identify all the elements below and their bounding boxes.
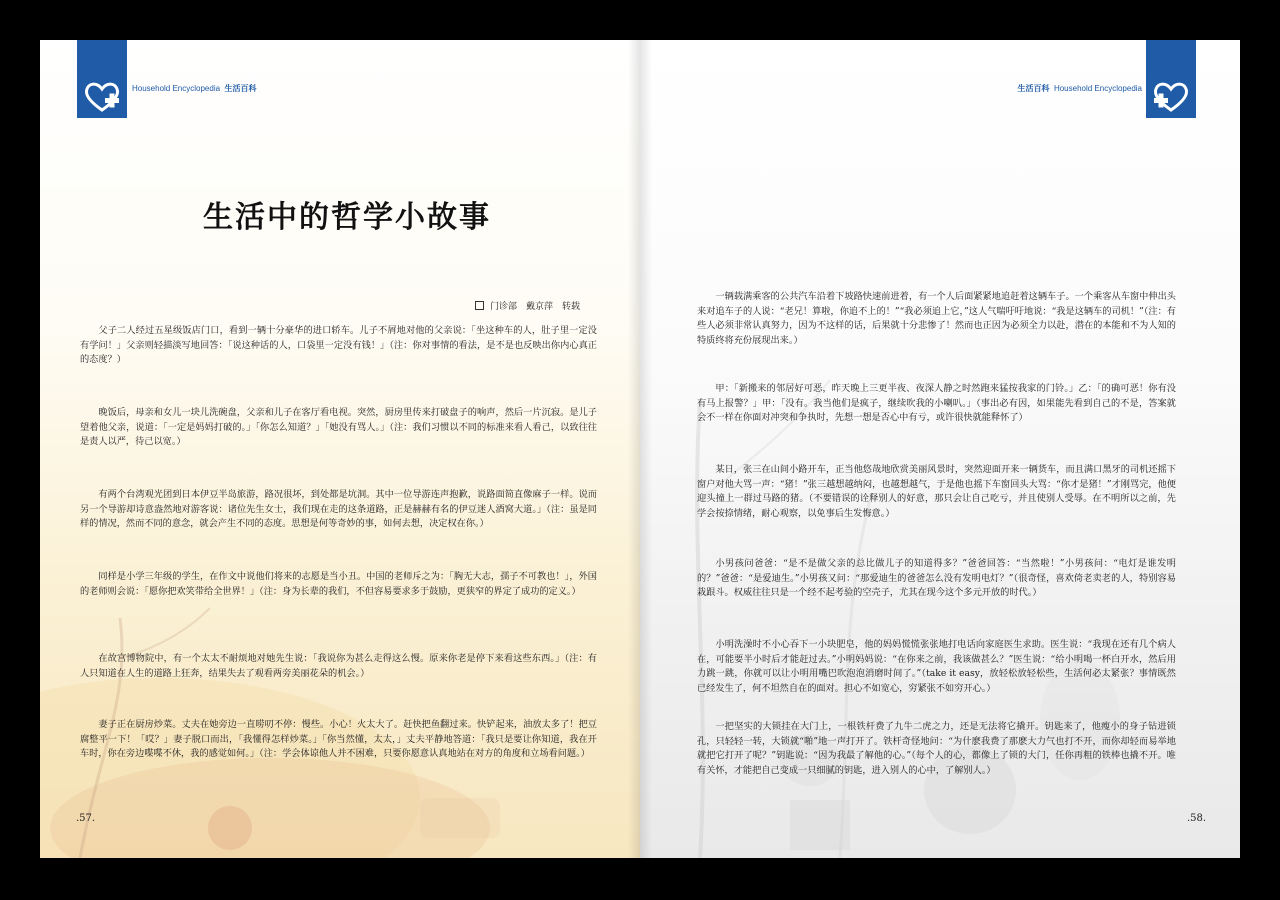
header-en: Household Encyclopedia bbox=[1053, 84, 1142, 93]
story-paragraph: 妻子正在厨房炒菜。丈夫在她旁边一直唠叨不停：慢些。小心！火太大了。赶快把鱼翻过来。快铲起来，油放太多了！把豆腐整平一下！「哎？」妻子脱口而出，「我懂得怎样炒菜。」「你当然懂，太太，」丈夫平静地答道：「我只是要让你知道，我在开车时，你在旁边喋喋不休，我的感觉如何。」（注：学会体谅他人并不困难，只要你愿意认真地站在对方的角度和立场看问题。） bbox=[80, 719, 597, 759]
heart-cross-icon bbox=[1152, 80, 1190, 114]
right-page bbox=[640, 40, 1240, 858]
header-en: Household Encyclopedia bbox=[132, 84, 221, 93]
running-header-left bbox=[132, 83, 257, 94]
story-paragraph: 父子二人经过五星级饭店门口，看到一辆十分豪华的进口轿车。儿子不屑地对他的父亲说：「坐这种车的人，肚子里一定没有学问！」父亲则轻描淡写地回答：「说这种话的人，口袋里一定没有钱！」（注：你对事情的看法，是不是也反映出你内心真正的态度？） bbox=[80, 325, 597, 365]
running-header-right bbox=[1017, 83, 1142, 94]
book-spine-shadow bbox=[628, 40, 652, 858]
page-number-left: .57. bbox=[76, 813, 96, 824]
story-paragraph: 同样是小学三年级的学生，在作文中说他们将来的志愿是当小丑。中国的老师斥之为：「胸无大志，孺子不可教也！」，外国的老师则会说：「愿你把欢笑带给全世界！」（注：身为长辈的我们，不但容易要求多于鼓励，更狭窄的界定了成功的定义。） bbox=[80, 571, 597, 597]
square-bullet-icon bbox=[475, 301, 484, 310]
page-number-right: .58. bbox=[1187, 813, 1207, 824]
article-title: 生活中的哲学小故事 bbox=[203, 200, 491, 235]
story-paragraph: 某日，张三在山间小路开车，正当他悠哉地欣赏美丽风景时，突然迎面开来一辆货车，而且满口黑牙的司机还摇下窗户对他大骂一声：“猪！”张三越想越纳闷，也越想越气，于是他也摇下车窗回头大骂：“你才是猪！”才刚骂完，他便迎头撞上一群过马路的猪。（不要错误的诠释别人的好意，那只会让自己吃亏，并且使别人受辱。在不明所以之前，先学会按捺情绪，耐心观察，以免事后生发悔意。） bbox=[697, 464, 1176, 519]
heart-cross-icon bbox=[83, 80, 121, 114]
story-paragraph: 小明洗澡时不小心吞下一小块肥皂，他的妈妈慌慌张张地打电话向家庭医生求助。医生说：“我现在还有几个病人在，可能要半小时后才能赶过去。”小明妈妈说：“在你来之前，我该做甚么？”医生说：“给小明喝一杯白开水，然后用力跳一跳，你就可以让小明用嘴巴吹泡泡消磨时间了。”（take it easy，放轻松放轻松些，生活何必太紧张？事情既然已经发生了，何不坦然自在的面对。担心不如宽心，穷紧张不如穷开心。） bbox=[697, 639, 1176, 694]
left-page bbox=[40, 40, 640, 858]
magazine-logo bbox=[1146, 40, 1196, 118]
magazine-logo bbox=[77, 40, 127, 118]
story-paragraph: 甲：「新搬来的邻居好可恶，昨天晚上三更半夜、夜深人静之时然跑来猛按我家的门铃。」乙：「的确可恶！你有没有马上报警？」甲：「没有。我当他们是疯子，继续吹我的小喇叭。」（事出必有因，如果能先看到自己的不是，答案就会不一样在你面对冲突和争执时，先想一想是否心中有亏，或许很快就能释怀了） bbox=[697, 383, 1176, 423]
story-paragraph: 小男孩问爸爸：“是不是做父亲的总比做儿子的知道得多？”爸爸回答：“当然啦！”小男孩问：“电灯是谁发明的？”爸爸：“是爱迪生。”小男孩又问：“那爱迪生的爸爸怎么没有发明电灯？”（很奇怪，喜欢倚老卖老的人，特别容易栽跟斗。权威往往只是一个经不起考验的空壳子，尤其在现今这个多元开放的时代。） bbox=[697, 558, 1176, 598]
story-paragraph: 一把坚实的大锁挂在大门上，一根铁杆费了九牛二虎之力，还是无法将它撬开。钥匙来了，他瘦小的身子钻进锁孔，只轻轻一转，大锁就“啪”地一声打开了。铁杆奇怪地问：“为什麽我费了那麽大力气也打不开，而你却轻而易举地就把它打开了呢？”钥匙说：“因为我最了解他的心。”（每个人的心，都像上了锁的大门，任你再粗的铁棒也撬不开。唯有关怀，才能把自己变成一只细腻的钥匙，进入别人的心中，了解别人。） bbox=[697, 721, 1176, 776]
header-zh: 生活百科 bbox=[224, 84, 257, 93]
byline-text: 门诊部 戴京萍 转载 bbox=[489, 302, 580, 312]
story-paragraph: 一辆载满乘客的公共汽车沿着下坡路快速前进着，有一个人后面紧紧地追赶着这辆车子。一个乘客从车窗中伸出头来对追车子的人说：“老兄！算啦，你追不上的！”“我必须追上它，”这人气喘吁吁地说：“我是这辆车的司机！”（注：有些人必须非常认真努力，因为不这样的话，后果就十分悲惨了！然而也正因为必须全力以赴，潜在的本能和不为人知的特质终将充份展现出来。） bbox=[697, 291, 1176, 346]
story-paragraph: 晚饭后，母亲和女儿一块儿洗碗盘，父亲和儿子在客厅看电视。突然，厨房里传来打破盘子的响声，然后一片沉寂。是儿子望着他父亲，说道：「一定是妈妈打破的。」「你怎么知道？」「她没有骂人。」（注：我们习惯以不同的标准来看人看己，以致往往是责人以严，待己以宽。） bbox=[80, 407, 597, 447]
header-zh: 生活百科 bbox=[1017, 84, 1050, 93]
story-paragraph: 有两个台湾观光团到日本伊豆半岛旅游，路况很坏，到处都是坑洞。其中一位导游连声抱歉，说路面简直像麻子一样。说而另一个导游却诗意盎然地对游客说：诸位先生女士，我们现在走的这条道路，正是赫赫有名的伊豆迷人酒窝大道。」（注：虽是同样的情况，然而不同的意念，就会产生不同的态度。思想是何等奇妙的事，如何去想，决定权在你。） bbox=[80, 489, 597, 529]
story-paragraph: 在故宫博物院中，有一个太太不耐烦地对她先生说：「我说你为甚么走得这么慢。原来你老是停下来看这些东西。」（注：有人只知道在人生的道路上狂奔，结果失去了观看两旁美丽花朵的机会。） bbox=[80, 653, 597, 679]
byline bbox=[475, 299, 580, 312]
